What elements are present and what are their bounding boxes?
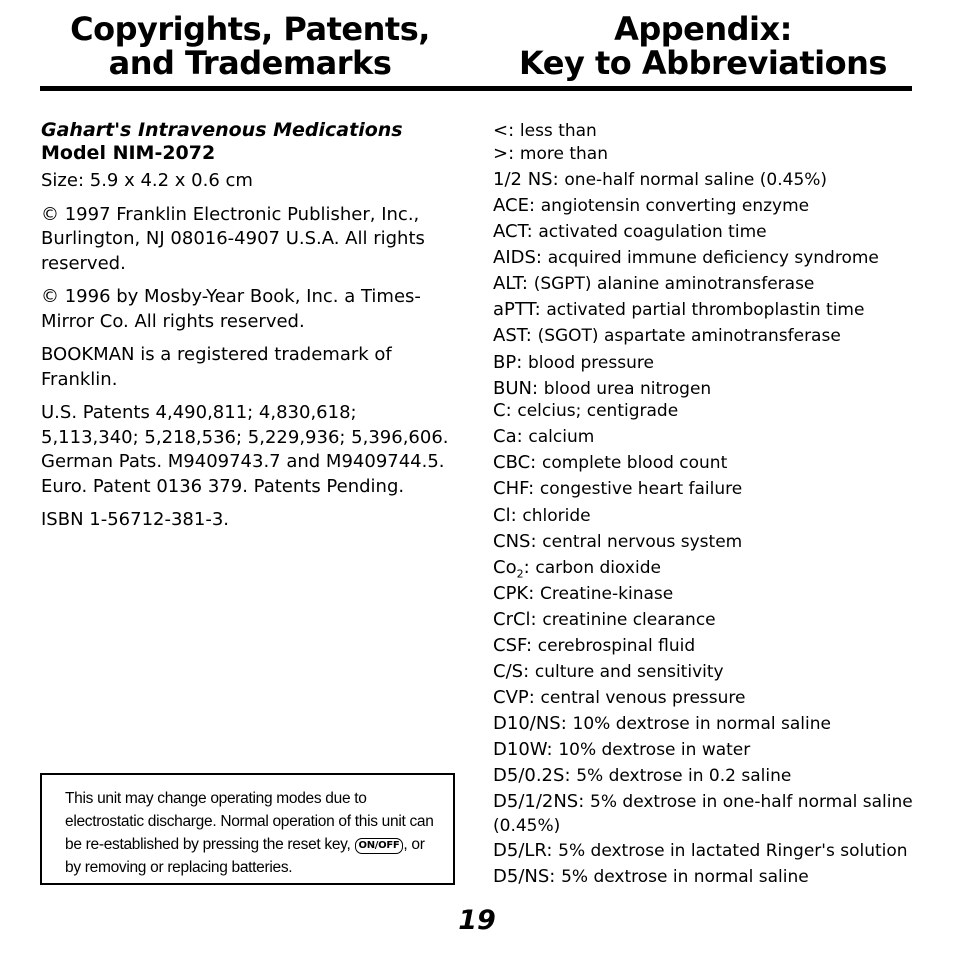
abbreviation-item: C/S: culture and sensitivity	[493, 661, 724, 682]
abbreviation-term: D10W	[493, 739, 547, 760]
abbreviation-item: D10/NS: 10% dextrose in normal saline	[493, 713, 831, 734]
publication-title: Gahart's Intravenous Medications	[41, 119, 403, 141]
abbreviation-definition: acquired immune deficiency syndrome	[547, 248, 879, 268]
abbreviation-definition: 5% dextrose in lactated Ringer's solution	[558, 841, 908, 861]
abbreviation-item: BUN: blood urea nitrogen	[493, 378, 712, 399]
trademark-notice: BOOKMAN is a registered trademark of Franklin.	[41, 344, 392, 390]
abbreviation-item: AIDS: acquired immune deficiency syndrome	[493, 247, 879, 268]
abbreviation-term: >	[493, 143, 509, 164]
abbreviation-definition: one-half normal saline (0.45%)	[564, 170, 828, 190]
abbreviation-term: D5/1/2NS	[493, 791, 579, 812]
abbreviation-definition: Creatine-kinase	[540, 584, 674, 604]
abbreviation-term: CNS	[493, 531, 531, 552]
copyright-column	[41, 119, 459, 533]
abbreviation-definition: creatinine clearance	[542, 610, 716, 630]
abbreviation-item: AST: (SGOT) aspartate aminotransferase	[493, 325, 841, 346]
abbreviation-term: D5/0.2S	[493, 765, 565, 786]
abbreviation-definition: 10% dextrose in water	[558, 740, 751, 760]
abbreviation-term: ALT	[493, 273, 522, 294]
abbreviation-definition: activated partial thromboplastin time	[546, 300, 865, 320]
abbreviation-term: ACT	[493, 221, 527, 242]
abbreviation-item: ACT: activated coagulation time	[493, 221, 767, 242]
abbreviation-definition: blood pressure	[528, 353, 654, 373]
abbreviation-definition: carbon dioxide	[535, 558, 661, 578]
abbreviation-subscript: 2	[516, 567, 524, 581]
abbreviation-term: <	[493, 120, 509, 141]
abbreviation-term: CBC	[493, 452, 531, 473]
foreign-patents: German Pats. M9409743.7 and M9409744.5. Euro. Patent 0136 379. Patents Pending.	[41, 451, 445, 497]
abbreviation-item: Ca: calcium	[493, 426, 595, 447]
esd-notice-text-start: This unit may change operating modes due to electrostatic discharge. Normal operation of this unit can be re-established by pressing the reset key,	[65, 790, 434, 853]
abbreviation-item: D5/0.2S: 5% dextrose in 0.2 saline	[493, 765, 792, 786]
abbreviation-definition: 5% dextrose in 0.2 saline	[576, 766, 792, 786]
abbreviation-definition: calcium	[528, 427, 595, 447]
publication-model: Model NIM-2072	[41, 142, 216, 164]
abbreviation-definition: activated coagulation time	[538, 222, 767, 242]
abbreviation-item: 1/2 NS: one-half normal saline (0.45%)	[493, 169, 828, 190]
abbreviation-definition: 5% dextrose in one-half normal saline (0.45%)	[493, 792, 913, 836]
abbreviation-term: BP	[493, 352, 517, 373]
abbreviation-item: D10W: 10% dextrose in water	[493, 739, 751, 760]
heading-copyrights-line-1: Copyrights, Patents,	[70, 10, 430, 48]
isbn: ISBN 1-56712-381-3.	[41, 509, 229, 530]
heading-appendix-line-2: Key to Abbreviations	[519, 44, 887, 82]
abbreviation-term: CVP	[493, 687, 529, 708]
abbreviation-term: CSF	[493, 635, 526, 656]
abbreviation-definition: blood urea nitrogen	[543, 379, 712, 399]
abbreviation-definition: central venous pressure	[540, 688, 746, 708]
abbreviation-item: aPTT: activated partial thromboplastin time	[493, 299, 865, 320]
abbreviation-item: >: more than	[493, 143, 608, 164]
abbreviation-term: D10/NS	[493, 713, 561, 734]
abbreviation-item: ACE: angiotensin converting enzyme	[493, 195, 810, 216]
abbreviation-item: D5/NS: 5% dextrose in normal saline	[493, 866, 809, 887]
abbreviation-item: D5/LR: 5% dextrose in lactated Ringer's solution	[493, 840, 908, 861]
abbreviation-term: BUN	[493, 378, 532, 399]
device-size: Size: 5.9 x 4.2 x 0.6 cm	[41, 170, 253, 191]
abbreviation-item: CBC: complete blood count	[493, 452, 728, 473]
copyright-mosby: © 1996 by Mosby-Year Book, Inc. a Times-Mirror Co. All rights reserved.	[41, 286, 421, 332]
abbreviation-item: CHF: congestive heart failure	[493, 478, 743, 499]
abbreviation-item: Cl: chloride	[493, 505, 591, 526]
abbreviation-definition: (SGOT) aspartate aminotransferase	[537, 326, 841, 346]
abbreviation-definition: more than	[519, 144, 608, 164]
abbreviation-term: CrCl	[493, 609, 531, 630]
us-patents: U.S. Patents 4,490,811; 4,830,618; 5,113,340; 5,218,536; 5,229,936; 5,396,606.	[41, 402, 449, 448]
abbreviation-term: AST	[493, 325, 526, 346]
on-off-key-icon: ON/OFF	[355, 838, 404, 854]
abbreviation-item: CSF: cerebrospinal fluid	[493, 635, 696, 656]
abbreviation-term: ACE	[493, 195, 529, 216]
heading-rule	[40, 86, 912, 91]
abbreviation-definition: cerebrospinal fluid	[537, 636, 696, 656]
abbreviation-definition: celcius; centigrade	[517, 401, 679, 421]
abbreviation-item: ALT: (SGPT) alanine aminotransferase	[493, 273, 815, 294]
abbreviation-definition: 5% dextrose in normal saline	[561, 867, 809, 887]
abbreviation-item: CNS: central nervous system	[493, 531, 743, 552]
abbreviation-definition: angiotensin converting enzyme	[540, 196, 810, 216]
abbreviation-definition: congestive heart failure	[539, 479, 743, 499]
abbreviation-term: D5/NS	[493, 866, 550, 887]
heading-appendix-line-1: Appendix:	[614, 10, 792, 48]
esd-notice-text-end: , or by removing or replacing batteries.	[65, 836, 425, 876]
heading-appendix	[494, 12, 912, 80]
abbreviation-item: D5/1/2NS: 5% dextrose in one-half normal saline (0.45%)	[493, 791, 913, 836]
abbreviation-definition: culture and sensitivity	[534, 662, 724, 682]
abbreviation-term: CHF	[493, 478, 529, 499]
abbreviation-term: C	[493, 400, 506, 421]
abbreviation-term: aPTT	[493, 299, 535, 320]
abbreviation-definition: central nervous system	[542, 532, 743, 552]
abbreviation-definition: complete blood count	[541, 453, 728, 473]
abbreviation-term: Ca	[493, 426, 517, 447]
heading-copyrights-line-2: and Trademarks	[108, 44, 392, 82]
abbreviation-item: <: less than	[493, 120, 597, 141]
abbreviation-term: D5/LR	[493, 840, 547, 861]
abbreviation-item: BP: blood pressure	[493, 352, 654, 373]
abbreviation-item: CrCl: creatinine clearance	[493, 609, 716, 630]
copyright-franklin: © 1997 Franklin Electronic Publisher, Inc., Burlington, NJ 08016-4907 U.S.A. All rights reserved.	[41, 203, 425, 274]
abbreviation-definition: 10% dextrose in normal saline	[572, 714, 831, 734]
page-number: 19	[458, 905, 496, 936]
abbreviation-item: CVP: central venous pressure	[493, 687, 746, 708]
abbreviation-term: CPK	[493, 583, 529, 604]
abbreviation-definition: (SGPT) alanine aminotransferase	[533, 274, 815, 294]
abbreviation-item: $Co_2$: carbon dioxide	[493, 557, 661, 581]
abbreviation-definition: chloride	[522, 506, 591, 526]
abbreviation-term: Co	[493, 557, 517, 578]
esd-notice-box	[40, 773, 455, 885]
abbreviation-item: CPK: Creatine-kinase	[493, 583, 674, 604]
abbreviation-term: Cl	[493, 505, 511, 526]
heading-copyrights	[40, 12, 460, 80]
abbreviation-item: C: celcius; centigrade	[493, 400, 679, 421]
abbreviation-term: C/S	[493, 661, 524, 682]
abbreviation-term: 1/2 NS	[493, 169, 553, 190]
abbreviation-term: AIDS	[493, 247, 536, 268]
abbreviation-definition: less than	[519, 121, 597, 141]
